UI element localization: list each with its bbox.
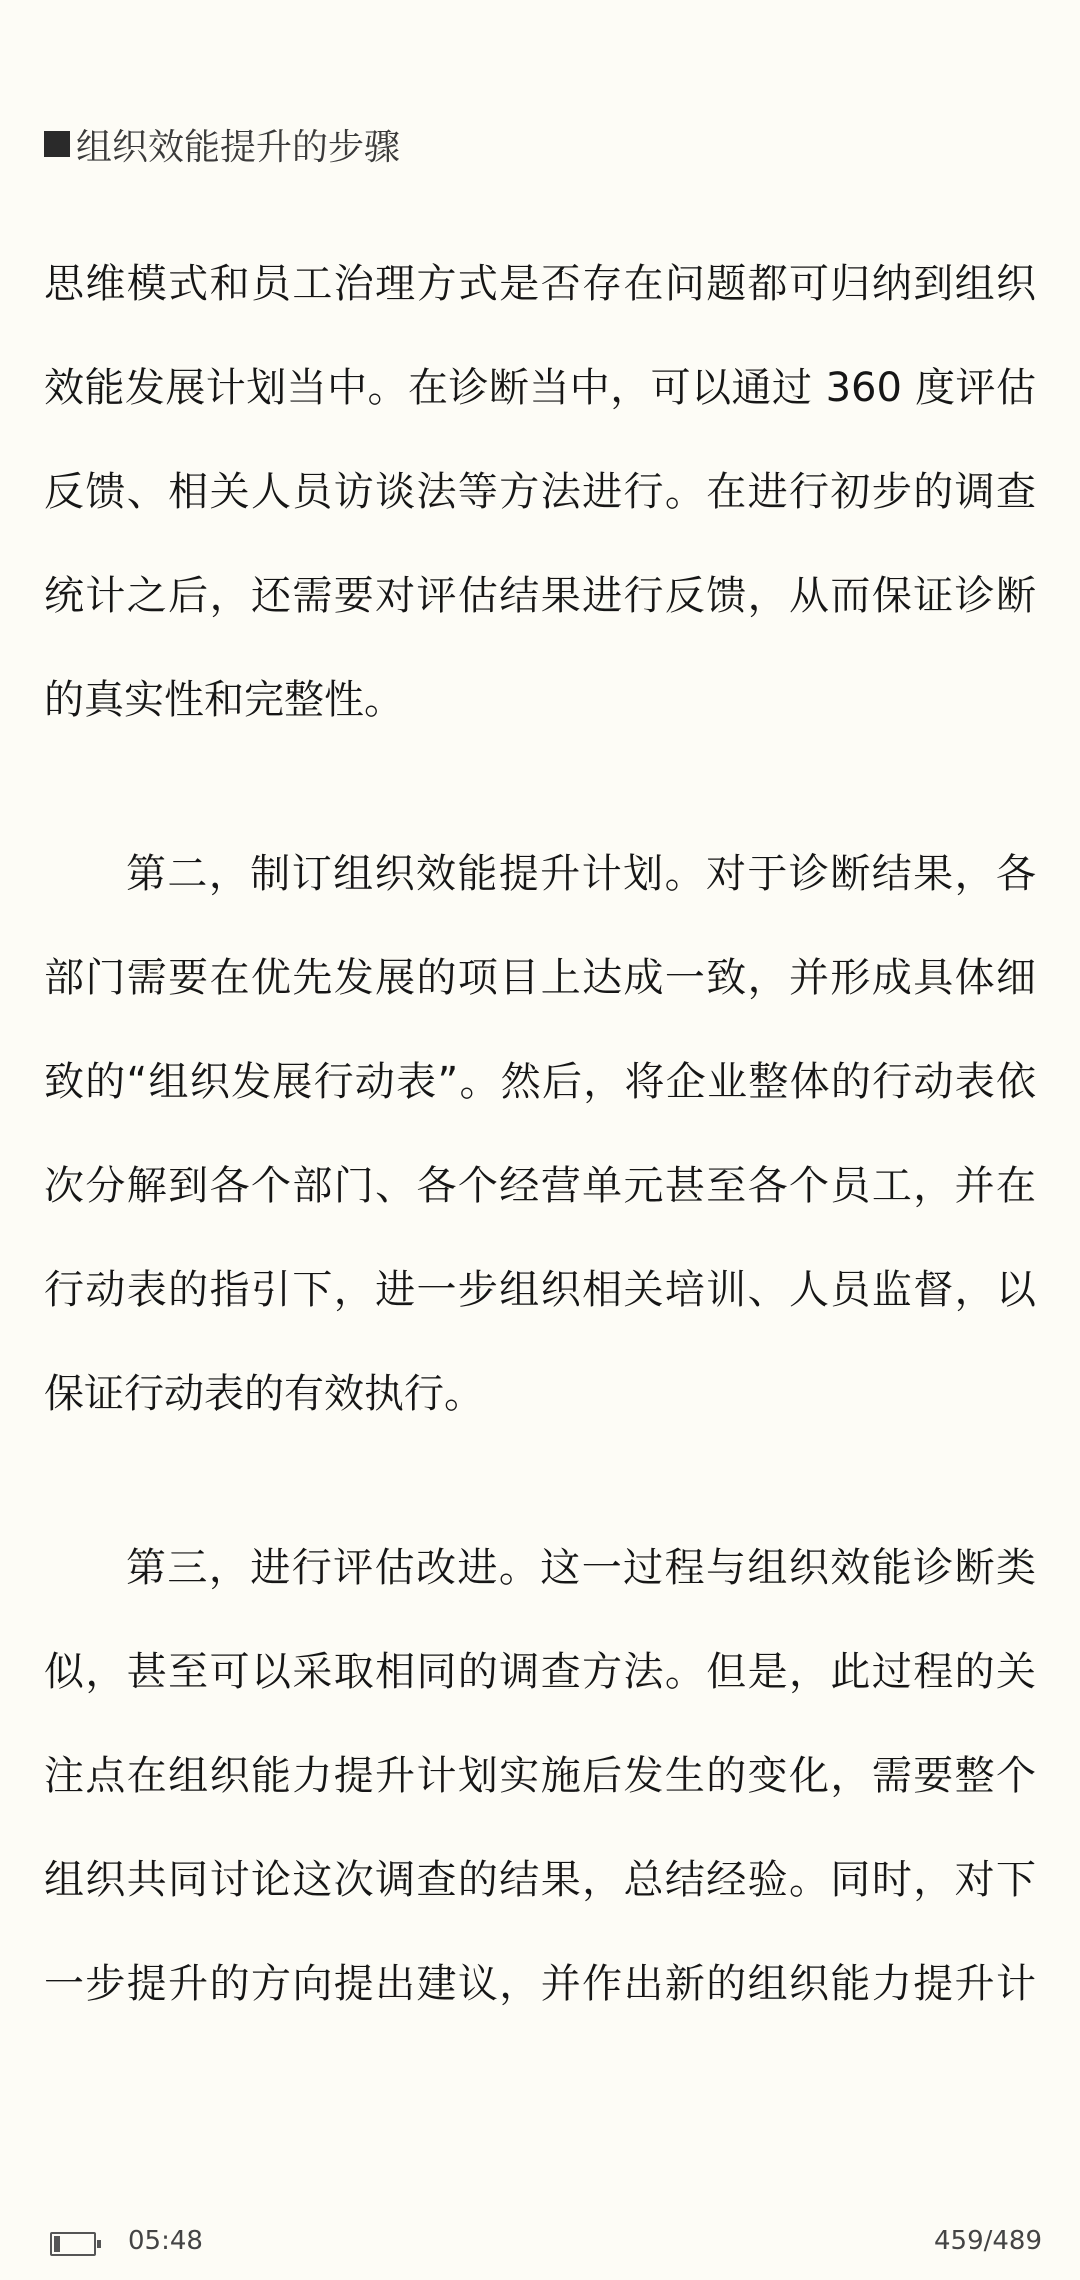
text-line: 一步提升的方向提出建议，并作出新的组织能力提升计: [44, 1961, 1036, 2007]
paragraph-gap: [44, 764, 1036, 834]
text-line: 保证行动表的有效执行。: [44, 1371, 484, 1417]
square-bullet-icon: [44, 131, 70, 157]
text-line: 统计之后，还需要对评估结果进行反馈，从而保证诊断: [44, 573, 1036, 619]
text-line: 思维模式和员工治理方式是否存在问题都可归纳到组织: [44, 261, 1036, 307]
clock-time: 05:48: [128, 2226, 203, 2256]
text-line: 反馈、相关人员访谈法等方法进行。在进行初步的调查: [44, 469, 1036, 515]
reader-status-bar: [0, 2224, 1080, 2268]
battery-icon: [50, 2232, 96, 2256]
battery-level: [54, 2236, 60, 2252]
text-line: 注点在组织能力提升计划实施后发生的变化，需要整个: [44, 1753, 1036, 1799]
text-line: 次分解到各个部门、各个经营单元甚至各个员工，并在: [44, 1163, 1036, 1209]
chapter-header: [44, 118, 400, 170]
page-body: [44, 244, 1036, 2048]
text-line: 似，甚至可以采取相同的调查方法。但是，此过程的关: [44, 1649, 1036, 1695]
text-line: 的真实性和完整性。: [44, 677, 404, 723]
text-line: 效能发展计划当中。在诊断当中，可以通过 360 度评估: [44, 365, 1036, 411]
text-line: 致的“组织发展行动表”。然后，将企业整体的行动表依: [44, 1059, 1036, 1105]
text-line: 部门需要在优先发展的项目上达成一致，并形成具体细: [44, 955, 1036, 1001]
text-line: 第二，制订组织效能提升计划。对于诊断结果，各: [126, 851, 1036, 897]
text-line: 组织共同讨论这次调查的结果，总结经验。同时，对下: [44, 1857, 1036, 1903]
battery-tip: [97, 2240, 101, 2248]
chapter-title: 组织效能提升的步骤: [76, 126, 401, 168]
text-line: 行动表的指引下，进一步组织相关培训、人员监督，以: [44, 1267, 1036, 1313]
page-indicator: 459/489: [933, 2226, 1042, 2256]
text-line: 第三，进行评估改进。这一过程与组织效能诊断类: [126, 1545, 1036, 1591]
paragraph-gap: [44, 1458, 1036, 1528]
